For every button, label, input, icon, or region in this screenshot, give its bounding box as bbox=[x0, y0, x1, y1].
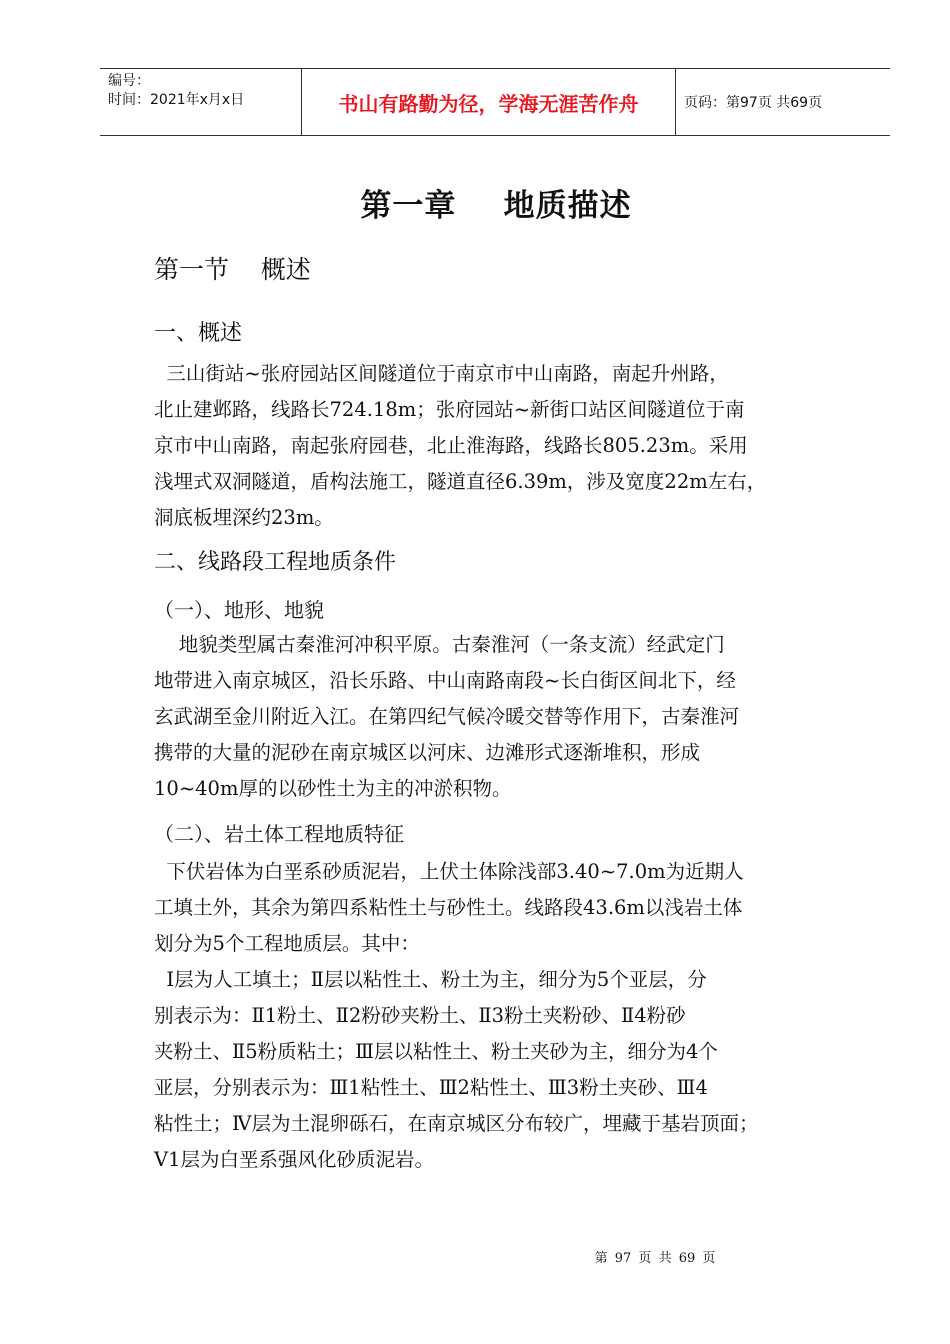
heading-rock-soil: （二）、岩土体工程地质特征 bbox=[154, 822, 404, 846]
header-motto: 书山有路勤为径，学海无涯苦作舟 bbox=[302, 69, 676, 135]
heading-overview: 一、概述 bbox=[154, 321, 243, 346]
chapter-title: 第一章 地质描述 bbox=[360, 188, 632, 224]
heading-geology-conditions: 二、线路段工程地质条件 bbox=[154, 550, 397, 575]
header-time: 时间：2021年x月x日 bbox=[108, 92, 245, 108]
paragraph-terrain: 地貌类型属古秦淮河冲积平原。古秦淮河（一条支流）经武定门 地带进入南京城区，沿长乐路、中山南路南段~长白街区间北下，经 玄武湖至金川附近入江。在第四纪气候冷暖交替等作用下，古秦淮河 携带的大量的泥砂在南京城区以河床、边滩形式逐渐堆积，形成 10~40m厚的以砂性土为主的冲淤积物。 bbox=[154, 633, 740, 800]
section-title: 第一节 概述 bbox=[154, 255, 311, 284]
header-page-number: 页码：第97页 共69页 bbox=[684, 95, 823, 111]
paragraph-rock-soil-2: Ⅰ层为人工填土；Ⅱ层以粘性土、粉土为主，细分为5个亚层，分 别表示为：Ⅱ1粉土、Ⅱ2粉砂夹粉土、Ⅱ3粉土夹粉砂、Ⅱ4粉砂 夹粉土、Ⅱ5粉质粘土；Ⅲ层以粘性土、粉土夹砂为主，细分为4个 亚层，分别表示为：Ⅲ1粘性土、Ⅲ2粘性土、Ⅲ3粉土夹砂、Ⅲ4 粘性土；Ⅳ层为土混卵砾石，在南京城区分布较广，埋藏于基岩顶面； Ⅴ1层为白垩系强风化砂质泥岩。 bbox=[154, 968, 759, 1171]
page-header bbox=[100, 68, 890, 136]
page-footer: 第 97 页 共 69 页 bbox=[594, 1251, 716, 1266]
heading-terrain: （一）、地形、地貌 bbox=[154, 598, 324, 622]
header-meta bbox=[100, 69, 302, 135]
header-code: 编号： bbox=[108, 73, 150, 89]
paragraph-overview: 三山街站~张府园站区间隧道位于南京市中山南路，南起升州路， 北止建邺路，线路长724.18m；张府园站~新街口站区间隧道位于南 京市中山南路，南起张府园巷，北止淮海路，线路长805.23m。采用 浅埋式双洞隧道，盾构法施工，隧道直径6.39m，涉及宽度22m左右， 洞底板埋深约23m。 bbox=[154, 362, 767, 529]
paragraph-rock-soil-1: 下伏岩体为白垩系砂质泥岩，上伏土体除浅部3.40~7.0m为近期人 工填土外，其余为第四系粘性土与砂性土。线路段43.6m以浅岩土体 划分为5个工程地质层。其中： bbox=[154, 860, 744, 955]
